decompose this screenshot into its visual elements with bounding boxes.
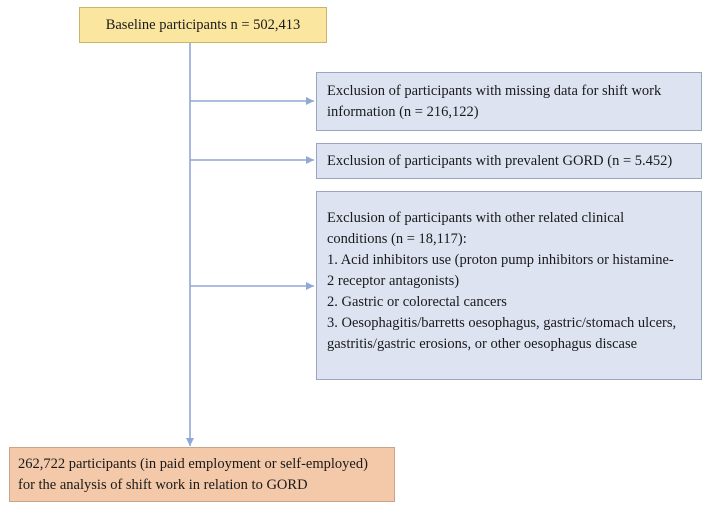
- exclusion-1-line: information (n = 216,122): [327, 104, 479, 120]
- final-participants-line: 262,722 participants (in paid employment or self-employed): [18, 456, 368, 472]
- exclusion-3-line: 3. Oesophagitis/barretts oesophagus, gastric/stomach ulcers,: [327, 315, 677, 331]
- exclusion-box-prevalent-gord: [316, 143, 702, 179]
- baseline-participants-text: Baseline participants n = 502,413: [105, 17, 301, 33]
- exclusion-3-line: 1. Acid inhibitors use (proton pump inhibitors or histamine-: [327, 252, 674, 268]
- exclusion-3-line: gastritis/gastric erosions, or other oesophagus discase: [327, 336, 638, 352]
- final-participants-line: for the analysis of shift work in relation to GORD: [18, 477, 308, 493]
- baseline-participants-box: [79, 7, 327, 43]
- exclusion-box-missing-shift-work: [316, 72, 702, 131]
- exclusion-2-line: Exclusion of participants with prevalent GORD (n = 5.452): [327, 153, 673, 169]
- exclusion-box-related-clinical-conditions: [316, 191, 702, 380]
- exclusion-3-line: 2 receptor antagonists): [327, 273, 460, 289]
- exclusion-3-line: 2. Gastric or colorectal cancers: [327, 294, 507, 310]
- exclusion-3-line: Exclusion of participants with other related clinical: [327, 210, 625, 226]
- final-participants-box: [9, 447, 395, 502]
- exclusion-3-line: conditions (n = 18,117):: [327, 231, 467, 247]
- exclusion-1-line: Exclusion of participants with missing data for shift work: [327, 83, 662, 99]
